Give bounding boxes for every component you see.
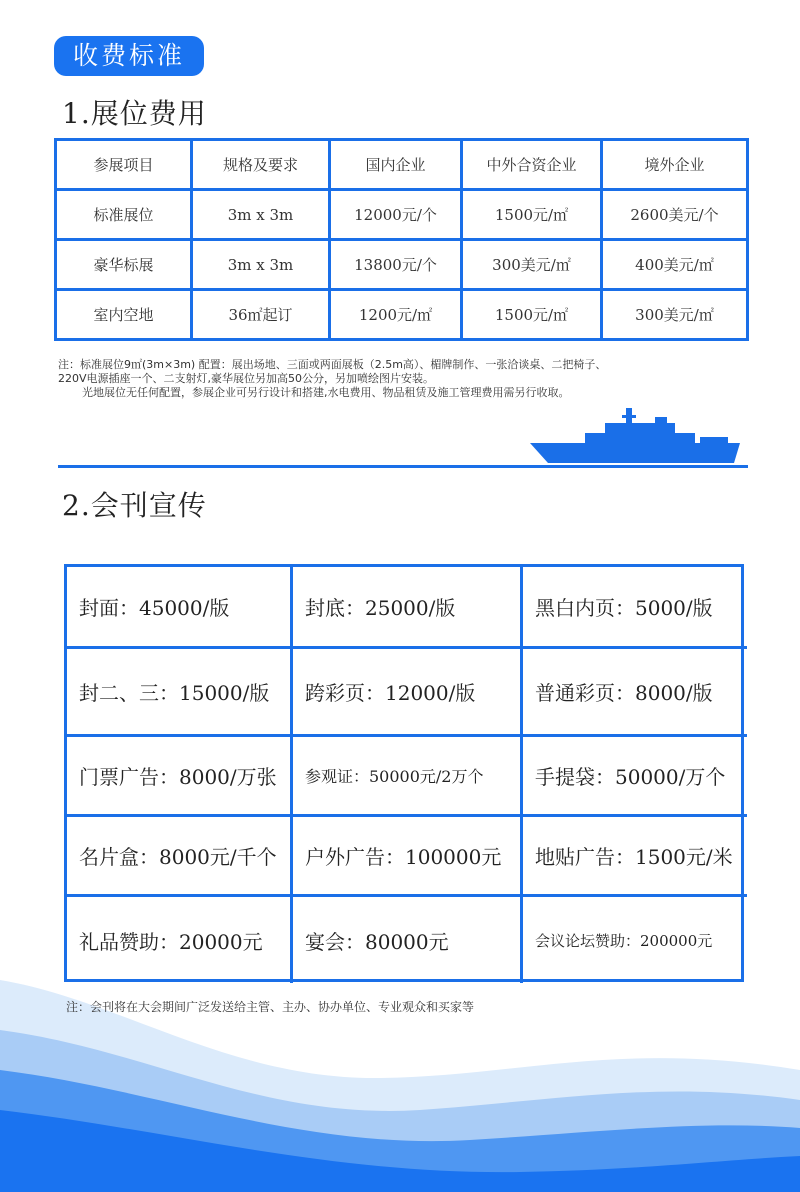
ad-price-cell: 户外广告：100000元: [293, 817, 523, 897]
table-cell: 300美元/㎡: [462, 240, 602, 290]
ad-price-cell: 宴会：80000元: [293, 897, 523, 983]
booth-note-line: 光地展位无任何配置，参展企业可另行设计和搭建,水电费用、物品租赁及施工管理费用需另行收取。: [82, 386, 570, 399]
catalog-note: 注：会刊将在大会期间广泛发送给主管、主办、协办单位、专业观众和买家等: [66, 1000, 475, 1014]
booth-note-line: 220V电源插座一个、二支射灯,豪华展位另加高50公分，另加喷绘图片安装。: [58, 372, 435, 385]
ad-price-cell: 封底：25000/版: [293, 567, 523, 649]
table-cell: 3m x 3m: [192, 240, 330, 290]
booth-note-line: 注：标准展位9㎡(3m×3m) 配置：展出场地、三面或两面展板（2.5m高）、楣牌制作、一张洽谈桌、二把椅子、: [58, 358, 607, 371]
table-cell: 1200元/㎡: [330, 290, 462, 340]
ad-price-cell: 名片盒：8000元/千个: [67, 817, 293, 897]
table-cell: 1500元/㎡: [462, 190, 602, 240]
table-cell: 室内空地: [56, 290, 192, 340]
table-cell: 36㎡起订: [192, 290, 330, 340]
table-header-cell: 境外企业: [602, 140, 748, 190]
ad-price-cell: 跨彩页：12000/版: [293, 649, 523, 737]
table-header-cell: 规格及要求: [192, 140, 330, 190]
ad-price-cell: 参观证：50000元/2万个: [293, 737, 523, 817]
booth-note: [58, 358, 758, 400]
booth-fee-heading: 1.展位费用: [62, 97, 207, 130]
table-row: [56, 190, 748, 240]
table-header-cell: 参展项目: [56, 140, 192, 190]
table-cell: 3m x 3m: [192, 190, 330, 240]
section-badge: 收费标准: [54, 36, 204, 76]
table-cell: 豪华标展: [56, 240, 192, 290]
table-cell: 300美元/㎡: [602, 290, 748, 340]
ship-icon: [530, 405, 745, 467]
ad-price-cell: 地贴广告：1500元/米: [523, 817, 747, 897]
wave-decoration: [0, 960, 800, 1192]
ad-price-cell: 封面：45000/版: [67, 567, 293, 649]
table-header-cell: 国内企业: [330, 140, 462, 190]
table-row: [56, 240, 748, 290]
table-cell: 1500元/㎡: [462, 290, 602, 340]
table-cell: 13800元/个: [330, 240, 462, 290]
table-cell: 2600美元/个: [602, 190, 748, 240]
ad-price-grid: [64, 564, 744, 982]
booth-fee-table: [54, 138, 749, 341]
table-cell: 12000元/个: [330, 190, 462, 240]
ad-price-cell: 门票广告：8000/万张: [67, 737, 293, 817]
table-header-row: [56, 140, 748, 190]
table-cell: 400美元/㎡: [602, 240, 748, 290]
ad-price-cell: 会议论坛赞助：200000元: [535, 931, 713, 950]
table-row: [56, 290, 748, 340]
table-header-cell: 中外合资企业: [462, 140, 602, 190]
catalog-ad-heading: 2.会刊宣传: [62, 489, 207, 522]
ad-price-cell: 手提袋：50000/万个: [523, 737, 747, 817]
section-divider: [58, 465, 748, 468]
ad-price-cell: 封二、三：15000/版: [67, 649, 293, 737]
ad-price-cell: 礼品赞助：20000元: [67, 897, 293, 983]
table-cell: 标准展位: [56, 190, 192, 240]
ad-price-cell: 黑白内页：5000/版: [523, 567, 747, 649]
ad-price-cell: 普通彩页：8000/版: [523, 649, 747, 737]
